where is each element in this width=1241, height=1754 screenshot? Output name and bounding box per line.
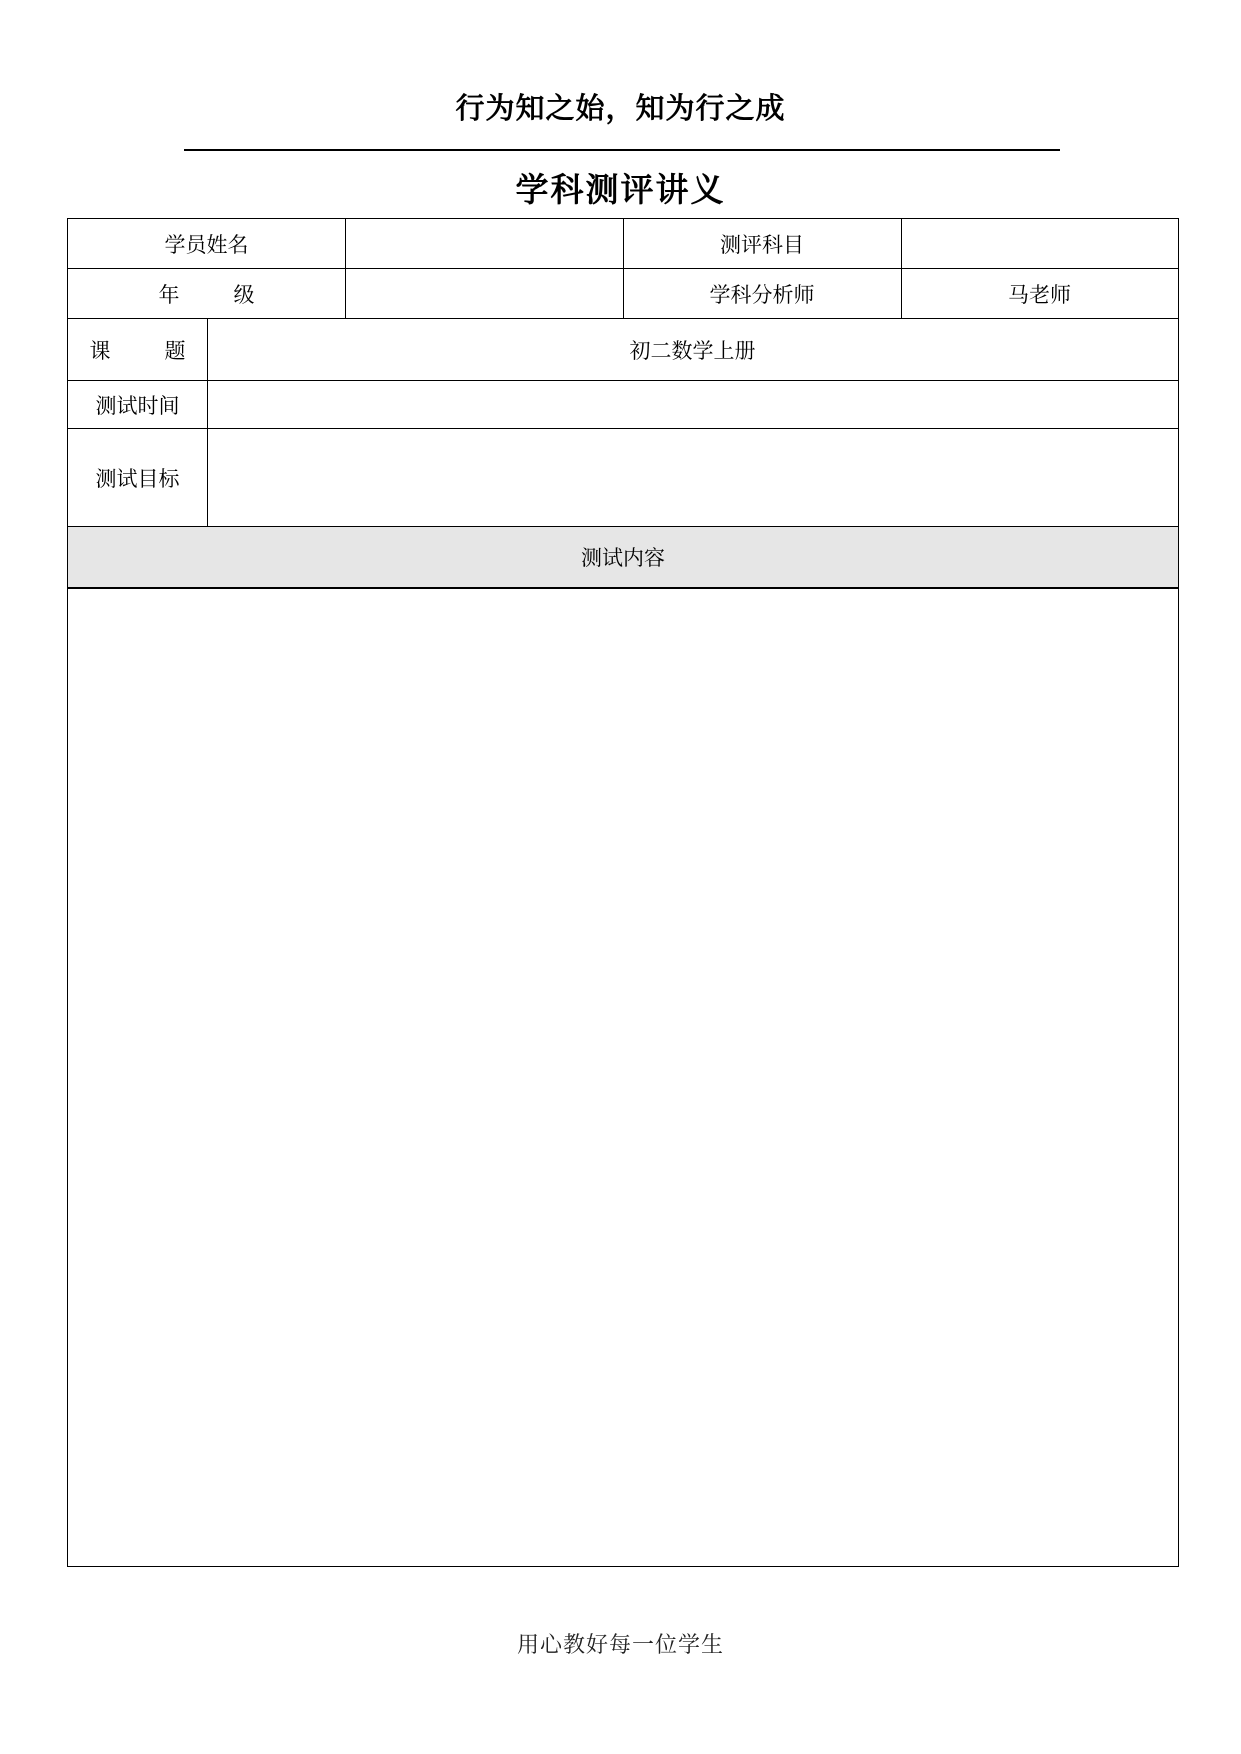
subject-field[interactable] — [901, 219, 1178, 268]
form-row-test-time — [68, 381, 1178, 429]
document-title: 学科测评讲义 — [515, 170, 726, 209]
test-goal-field[interactable] — [207, 429, 1178, 526]
topic-label — [68, 319, 207, 380]
subject-label: 测评科目 — [720, 232, 804, 257]
content-header-label: 测试内容 — [581, 546, 665, 570]
form-row-student — [68, 219, 1178, 269]
student-name-label: 学员姓名 — [164, 232, 249, 257]
grade-field[interactable] — [345, 269, 623, 318]
form-row-grade — [68, 269, 1178, 319]
analyst-field[interactable]: 马老师 — [1008, 282, 1071, 307]
test-time-label: 测试时间 — [95, 393, 180, 418]
header-motto: 行为知之始，知为行之成 — [455, 91, 786, 125]
form-row-test-goal — [68, 429, 1178, 527]
form-row-topic — [68, 319, 1178, 381]
grade-label — [68, 269, 345, 318]
test-time-field[interactable] — [207, 381, 1178, 428]
grade-label-char-1: 年 — [158, 282, 180, 307]
content-header-row — [68, 527, 1178, 589]
footer-slogan: 用心教好每一位学生 — [516, 1633, 724, 1658]
content-body-area[interactable] — [68, 589, 1178, 1565]
topic-field[interactable]: 初二数学上册 — [629, 338, 756, 363]
header-divider — [184, 149, 1060, 151]
assessment-form — [67, 218, 1179, 1567]
grade-label-char-2: 级 — [233, 282, 255, 307]
topic-label-char-1: 课 — [89, 338, 111, 363]
test-goal-label: 测试目标 — [95, 466, 180, 491]
topic-label-char-2: 题 — [164, 338, 186, 363]
analyst-label: 学科分析师 — [709, 282, 815, 307]
student-name-field[interactable] — [345, 219, 623, 268]
